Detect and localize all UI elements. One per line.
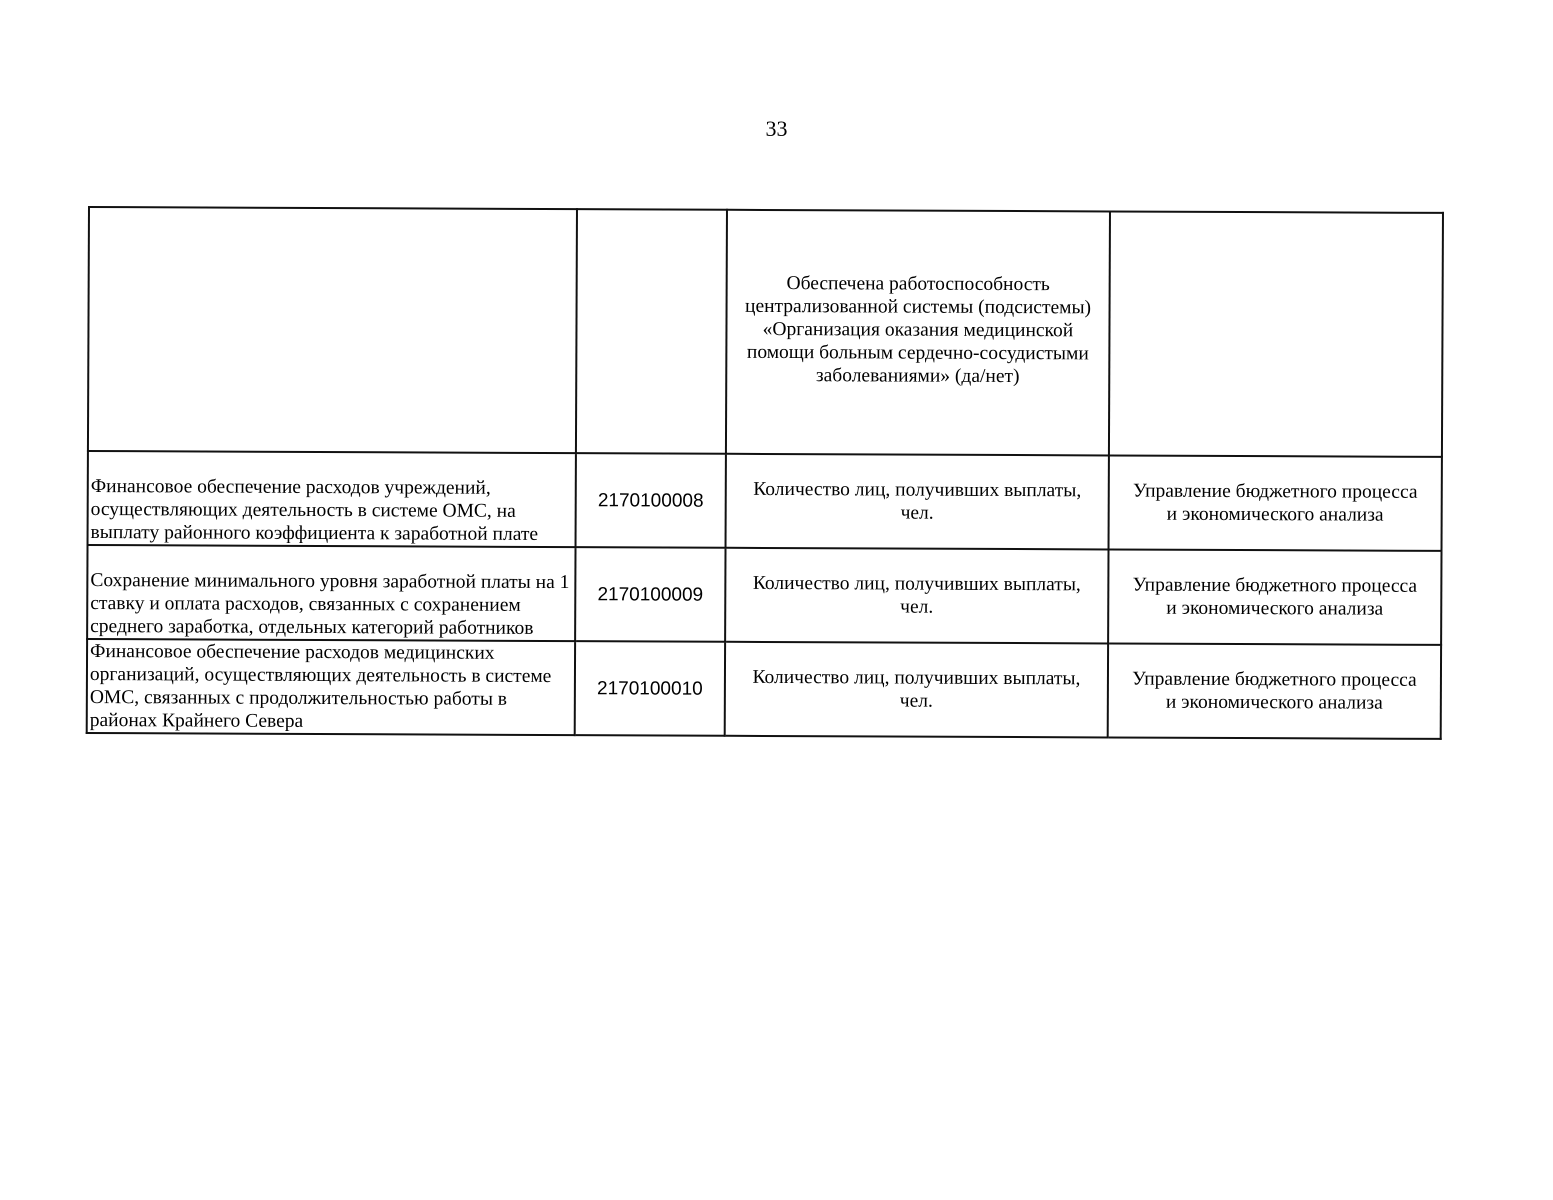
indicator-unit: чел. — [900, 502, 934, 524]
indicator-line: Количество лиц, получивших выплаты, — [753, 478, 1082, 502]
table-row — [88, 451, 1442, 551]
header-cell-code — [576, 209, 727, 454]
row-department-cell — [1109, 455, 1442, 550]
table-header-row — [88, 207, 1443, 457]
row-name-cell: Финансовое обеспечение расходов медицинских организаций, осуществляющих деятельность в системе ОМС, связанных с продолжительностью работы в районах Крайнего Севера — [87, 639, 575, 735]
indicator-unit: чел. — [900, 596, 934, 618]
header-cell-department — [1109, 211, 1443, 456]
row-department-cell — [1108, 549, 1441, 644]
department-line: Управление бюджетного процесса — [1132, 574, 1418, 597]
page-number: 33 — [765, 116, 788, 141]
program-table — [86, 206, 1444, 740]
indicator-line: Количество лиц, получивших выплаты, — [752, 666, 1081, 690]
department-line: Управление бюджетного процесса — [1132, 668, 1417, 691]
row-indicator-cell — [725, 548, 1108, 644]
department-line: и экономического анализа — [1165, 691, 1383, 714]
indicator-unit: чел. — [899, 690, 933, 712]
row-department-cell — [1108, 643, 1441, 738]
table-row — [87, 639, 1441, 739]
row-code-cell: 2170100010 — [575, 641, 725, 736]
department-line: и экономического анализа — [1166, 597, 1384, 620]
indicator-line: Количество лиц, получивших выплаты, — [752, 572, 1081, 596]
department-line: Управление бюджетного процесса — [1132, 480, 1418, 503]
row-indicator-cell — [726, 454, 1109, 550]
header-cell-name — [88, 207, 577, 453]
row-code-cell: 2170100008 — [576, 453, 726, 548]
header-cell-indicator: Обеспечена работоспособность централизованной системы (подсистемы) «Организация оказания медицинской помощи больным сердечно-сосудистыми заболеваниями» (да/нет) — [726, 210, 1110, 456]
row-code-cell: 2170100009 — [575, 547, 725, 642]
table-row — [87, 545, 1441, 645]
row-name-cell: Сохранение минимального уровня заработной платы на 1 ставку и оплата расходов, связанных с сохранением среднего заработка, отдельных категорий работников — [87, 545, 575, 641]
row-indicator-cell — [725, 642, 1108, 738]
row-name-cell: Финансовое обеспечение расходов учреждений, осуществляющих деятельность в системе ОМС, на выплату районного коэффициента к заработной плате — [88, 451, 576, 547]
department-line: и экономического анализа — [1166, 503, 1384, 526]
